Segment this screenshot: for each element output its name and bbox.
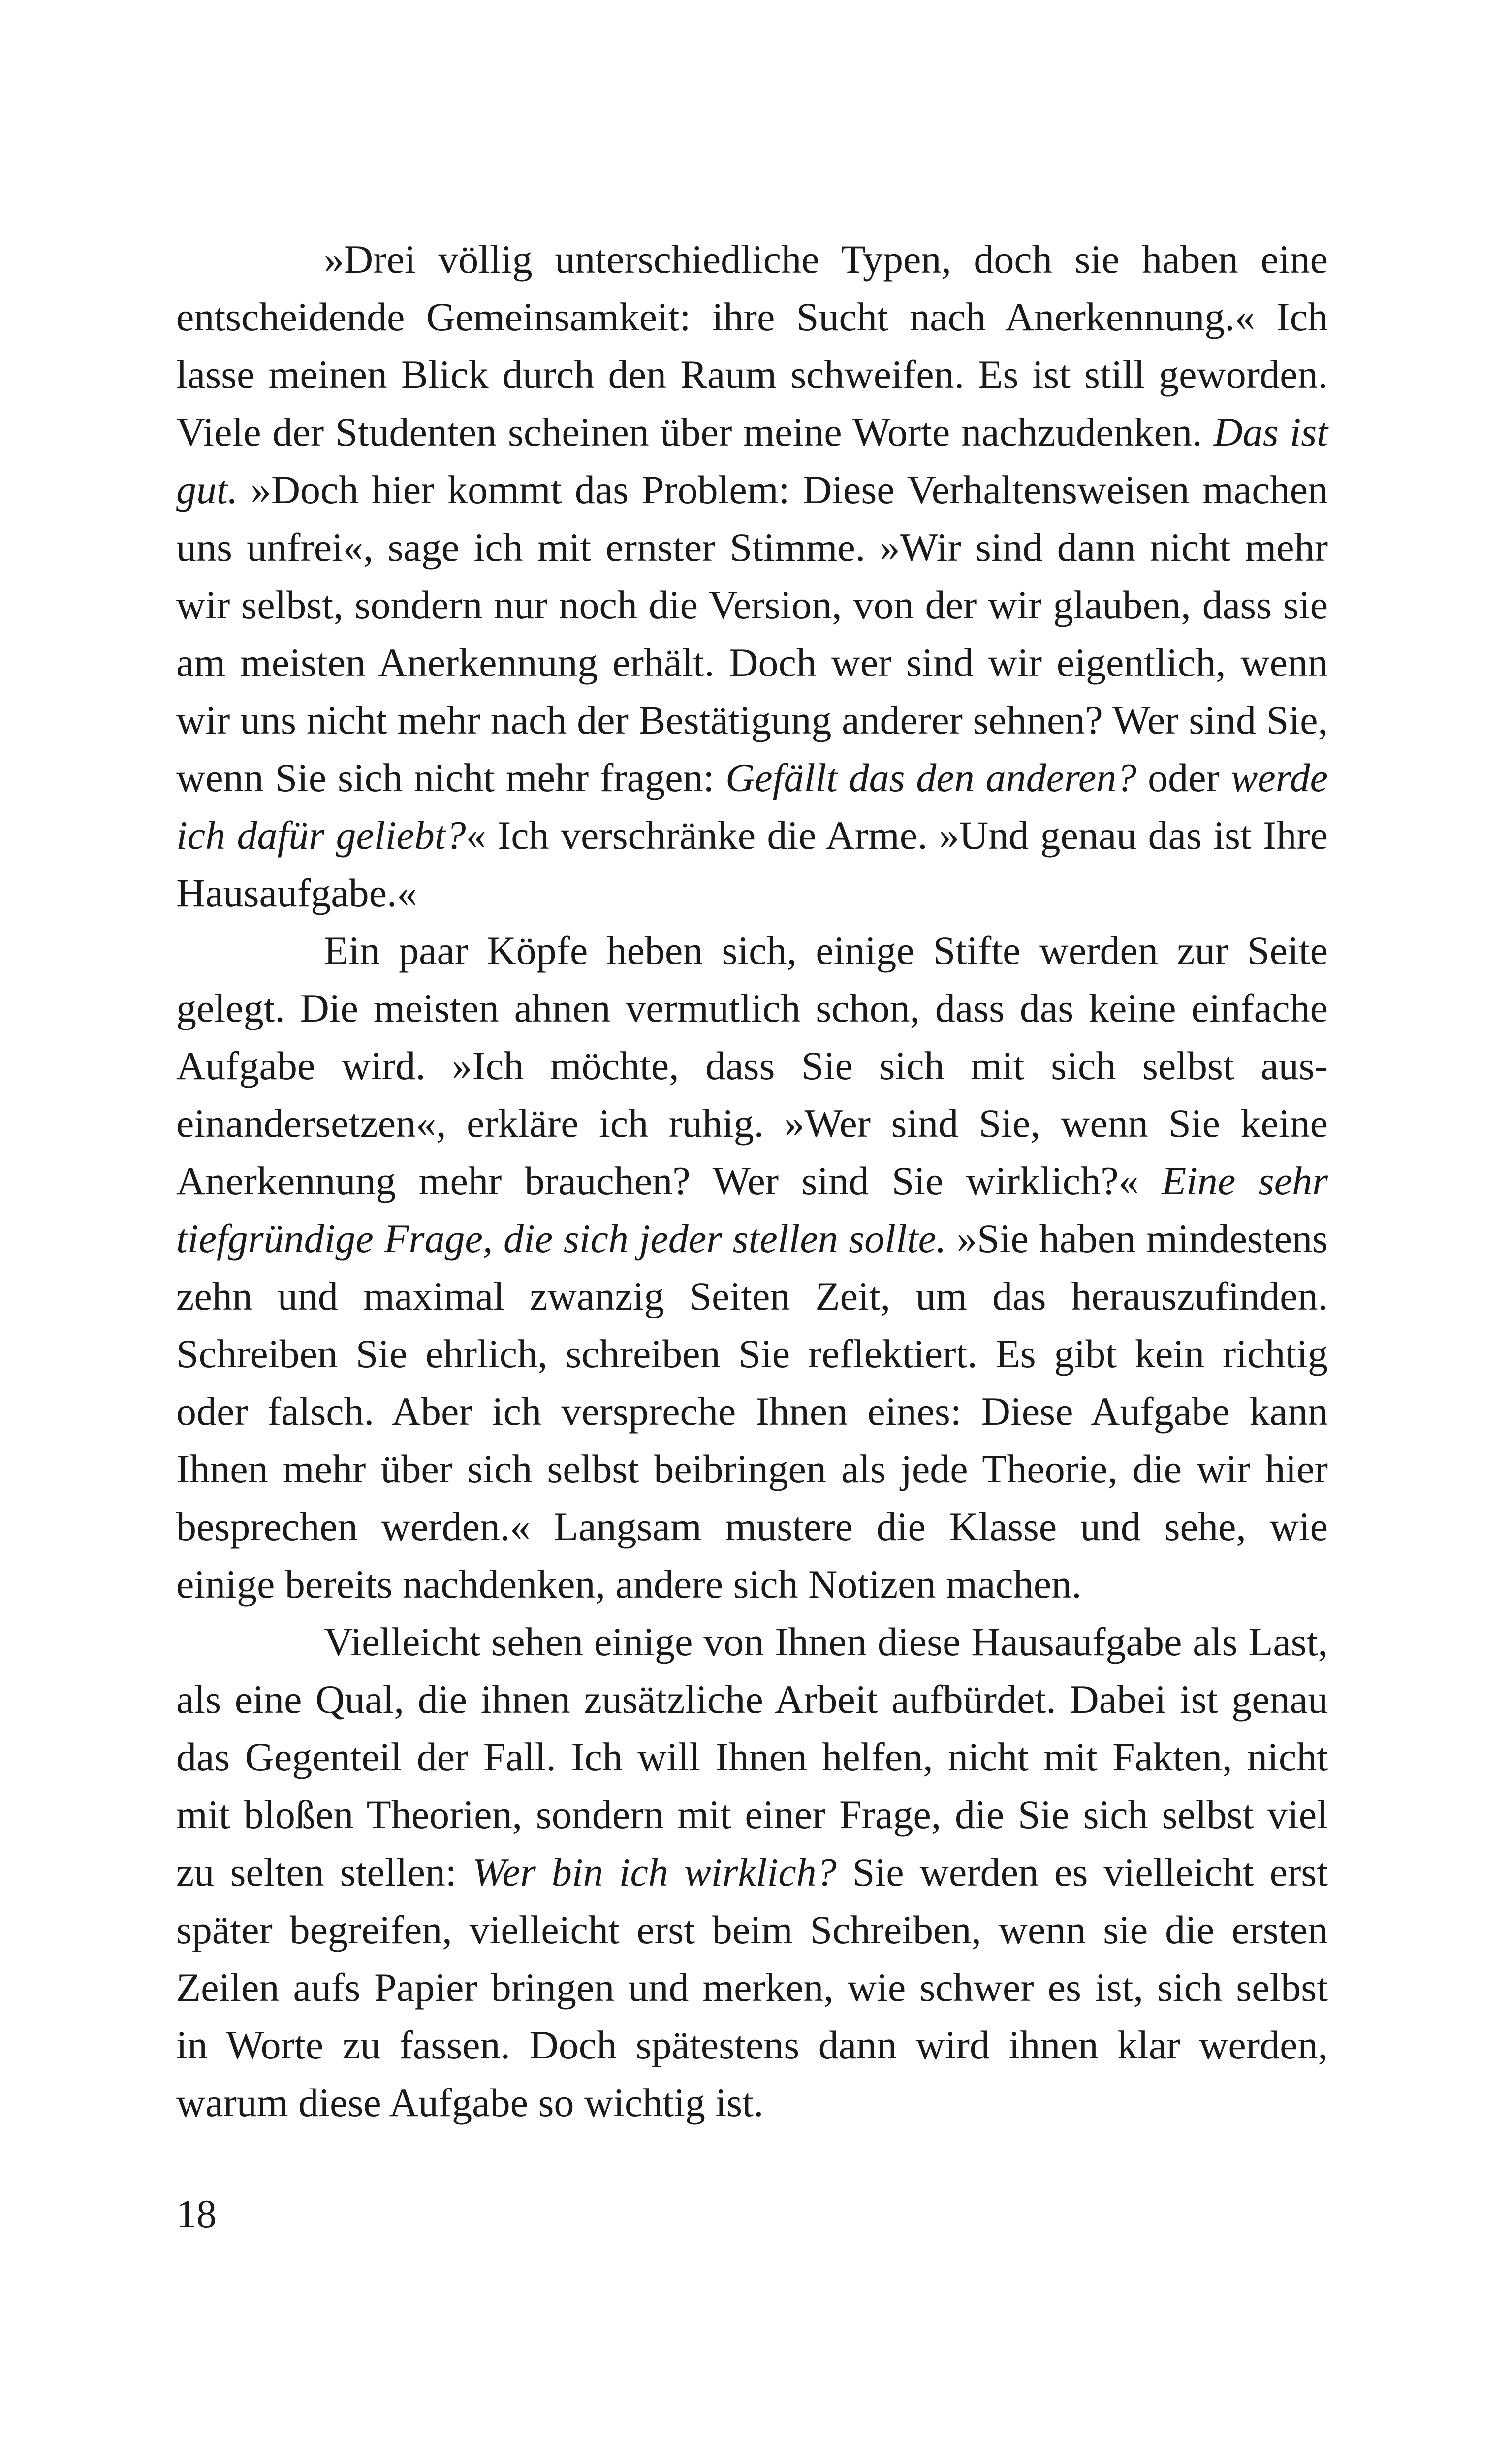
text-run: Ein paar Köpfe heben sich, einige Stifte werden zur Seite gelegt. Die meisten ahnen vermutlich schon, dass das keine einfache Aufgabe wird. »Ich möchte, dass Sie sich mit sich selbst auseinandersetzen«, erkläre ich ruhig. »Wer sind Sie, wenn Sie keine Anerkennung mehr brauchen? Wer sind Sie wirklich?« xyxy=(176,928,1328,1203)
italic-run: Das ist gut. xyxy=(176,410,1328,512)
paragraph-2 xyxy=(176,922,1328,1613)
paragraph-3 xyxy=(176,1613,1328,2131)
text-run: oder xyxy=(1136,755,1231,800)
italic-run: werde ich dafür geliebt? xyxy=(176,755,1328,858)
italic-run: Eine sehr tiefgründige Frage, die sich jeder stellen sollte. xyxy=(176,1158,1328,1261)
text-run: »Sie haben mindestens zehn und maximal zwanzig Seiten Zeit, um das herauszufinden. Schreiben Sie ehrlich, schreiben Sie reflektiert. Es gibt kein richtig oder falsch. Aber ich verspreche Ihnen eines: Diese Aufgabe kann Ihnen mehr über sich selbst beibringen als jede Theorie, die wir hier besprechen werden.« Langsam mustere die Klasse und sehe, wie einige bereits nachdenken, andere sich Notizen machen. xyxy=(176,1216,1328,1607)
paragraph-1 xyxy=(176,230,1328,922)
text-run: »Drei völlig unterschiedliche Typen, doch sie haben eine entscheidende Gemeinsamkeit: ihre Sucht nach Anerkennung.« Ich lasse meinen Blick durch den Raum schweifen. Es ist still geworden. Viele der Studenten scheinen über meine Worte nachzudenken. xyxy=(176,237,1328,454)
text-run: Vielleicht sehen einige von Ihnen diese Hausaufgabe als Last, als eine Qual, die ihnen zusätzliche Arbeit aufbürdet. Dabei ist genau das Gegenteil der Fall. Ich will Ihnen helfen, nicht mit Fakten, nicht mit bloßen Theorien, sondern mit einer Frage, die Sie sich selbst viel zu selten stellen: xyxy=(176,1619,1328,1895)
text-run: »Doch hier kommt das Problem: Diese Verhaltensweisen machen uns unfrei«, sage ich mit ernster Stimme. »Wir sind dann nicht mehr wir selbst, sondern nur noch die Version, von der wir glauben, dass sie am meisten Anerkennung erhält. Doch wer sind wir eigentlich, wenn wir uns nicht mehr nach der Bestätigung anderer sehnen? Wer sind Sie, wenn Sie sich nicht mehr fragen: xyxy=(176,467,1328,800)
italic-run: Wer bin ich wirklich? xyxy=(472,1850,837,1895)
text-run: Sie werden es vielleicht erst später begreifen, vielleicht erst beim Schreiben, wenn sie die ersten Zeilen aufs Papier bringen und merken, wie schwer es ist, sich selbst in Worte zu fassen. Doch spätestens dann wird ihnen klar werden, warum diese Aufgabe so wichtig ist. xyxy=(176,1850,1328,2125)
text-run: « Ich verschränke die Arme. »Und genau das ist Ihre Hausaufgabe.« xyxy=(176,813,1328,915)
body-text xyxy=(176,230,1328,2131)
page-number: 18 xyxy=(176,2191,217,2236)
italic-run: Gefällt das den anderen? xyxy=(725,755,1137,800)
